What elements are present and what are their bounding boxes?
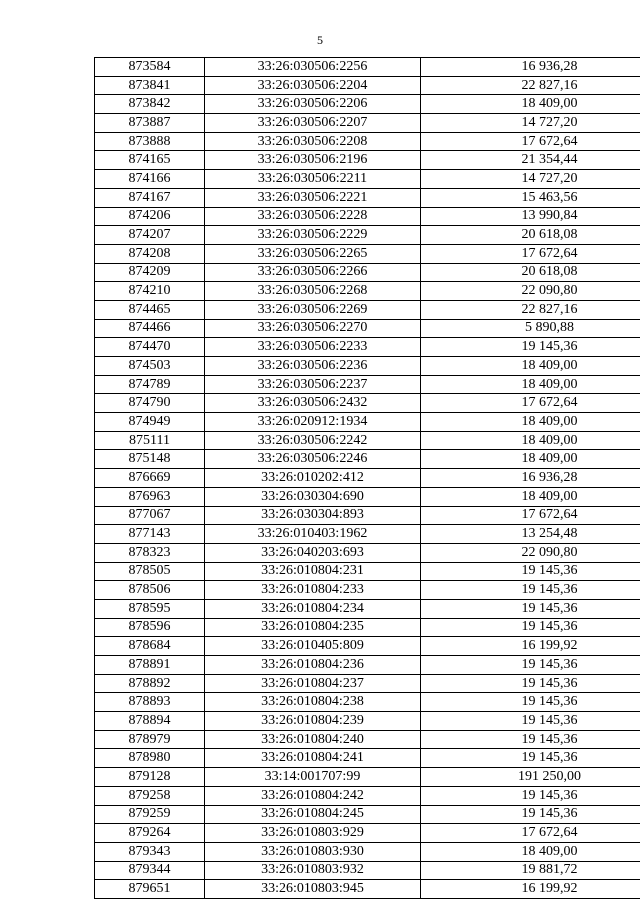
table-body <box>95 58 640 899</box>
cadastral-number-cell: 33:26:010804:233 <box>205 581 421 600</box>
table-row <box>95 543 640 562</box>
record-id-cell: 879258 <box>95 786 205 805</box>
record-id-cell: 874466 <box>95 319 205 338</box>
amount-cell: 22 090,80 <box>421 543 640 562</box>
cadastral-number-cell: 33:26:010804:237 <box>205 674 421 693</box>
amount-cell: 191 250,00 <box>421 768 640 787</box>
cadastral-number-cell: 33:26:030506:2266 <box>205 263 421 282</box>
amount-cell: 19 145,36 <box>421 693 640 712</box>
amount-cell: 18 409,00 <box>421 450 640 469</box>
cadastral-number-cell: 33:26:010804:238 <box>205 693 421 712</box>
table-row <box>95 300 640 319</box>
amount-cell: 13 254,48 <box>421 525 640 544</box>
cadastral-number-cell: 33:26:030506:2268 <box>205 282 421 301</box>
amount-cell: 19 145,36 <box>421 599 640 618</box>
cadastral-number-cell: 33:26:030506:2204 <box>205 76 421 95</box>
amount-cell: 19 145,36 <box>421 712 640 731</box>
record-id-cell: 878891 <box>95 656 205 675</box>
cadastral-number-cell: 33:26:010804:245 <box>205 805 421 824</box>
amount-cell: 5 890,88 <box>421 319 640 338</box>
cadastral-number-cell: 33:26:030506:2211 <box>205 170 421 189</box>
table-row <box>95 263 640 282</box>
cadastral-number-cell: 33:26:030506:2207 <box>205 114 421 133</box>
table-row <box>95 431 640 450</box>
table-row <box>95 151 640 170</box>
amount-cell: 19 145,36 <box>421 674 640 693</box>
table-row <box>95 469 640 488</box>
record-id-cell: 874209 <box>95 263 205 282</box>
amount-cell: 16 936,28 <box>421 58 640 77</box>
amount-cell: 21 354,44 <box>421 151 640 170</box>
record-id-cell: 879264 <box>95 824 205 843</box>
record-id-cell: 874206 <box>95 207 205 226</box>
amount-cell: 19 145,36 <box>421 338 640 357</box>
record-id-cell: 878506 <box>95 581 205 600</box>
table-row <box>95 188 640 207</box>
record-id-cell: 878323 <box>95 543 205 562</box>
record-id-cell: 873842 <box>95 95 205 114</box>
amount-cell: 22 827,16 <box>421 300 640 319</box>
record-id-cell: 874470 <box>95 338 205 357</box>
table-row <box>95 525 640 544</box>
table-row <box>95 637 640 656</box>
record-id-cell: 879259 <box>95 805 205 824</box>
amount-cell: 22 827,16 <box>421 76 640 95</box>
table-row <box>95 282 640 301</box>
record-id-cell: 877143 <box>95 525 205 544</box>
record-id-cell: 874167 <box>95 188 205 207</box>
amount-cell: 14 727,20 <box>421 114 640 133</box>
amount-cell: 17 672,64 <box>421 132 640 151</box>
amount-cell: 19 145,36 <box>421 581 640 600</box>
record-id-cell: 873584 <box>95 58 205 77</box>
record-id-cell: 874503 <box>95 357 205 376</box>
amount-cell: 18 409,00 <box>421 413 640 432</box>
table-row <box>95 805 640 824</box>
record-id-cell: 875111 <box>95 431 205 450</box>
cadastral-number-cell: 33:26:010804:231 <box>205 562 421 581</box>
cadastral-number-cell: 33:26:030506:2221 <box>205 188 421 207</box>
cadastral-number-cell: 33:26:030506:2236 <box>205 357 421 376</box>
cadastral-number-cell: 33:26:030506:2269 <box>205 300 421 319</box>
table-row <box>95 207 640 226</box>
record-id-cell: 874949 <box>95 413 205 432</box>
record-id-cell: 876963 <box>95 487 205 506</box>
table-row <box>95 618 640 637</box>
table-row <box>95 132 640 151</box>
table-row <box>95 76 640 95</box>
cadastral-number-cell: 33:26:030506:2233 <box>205 338 421 357</box>
table-row <box>95 394 640 413</box>
cadastral-number-cell: 33:26:010804:236 <box>205 656 421 675</box>
record-id-cell: 873888 <box>95 132 205 151</box>
amount-cell: 14 727,20 <box>421 170 640 189</box>
record-id-cell: 874465 <box>95 300 205 319</box>
table-row <box>95 338 640 357</box>
record-id-cell: 874166 <box>95 170 205 189</box>
amount-cell: 20 618,08 <box>421 263 640 282</box>
cadastral-number-cell: 33:26:010804:240 <box>205 730 421 749</box>
cadastral-number-cell: 33:26:010202:412 <box>205 469 421 488</box>
cadastral-number-cell: 33:26:030506:2229 <box>205 226 421 245</box>
cadastral-number-cell: 33:26:030304:690 <box>205 487 421 506</box>
cadastral-number-cell: 33:26:030304:893 <box>205 506 421 525</box>
cadastral-number-cell: 33:26:030506:2228 <box>205 207 421 226</box>
record-id-cell: 878893 <box>95 693 205 712</box>
table-row <box>95 114 640 133</box>
amount-cell: 15 463,56 <box>421 188 640 207</box>
cadastral-number-cell: 33:14:001707:99 <box>205 768 421 787</box>
amount-cell: 17 672,64 <box>421 506 640 525</box>
amount-cell: 16 199,92 <box>421 637 640 656</box>
amount-cell: 17 672,64 <box>421 824 640 843</box>
cadastral-number-cell: 33:26:010405:809 <box>205 637 421 656</box>
amount-cell: 17 672,64 <box>421 394 640 413</box>
cadastral-number-cell: 33:26:030506:2237 <box>205 375 421 394</box>
table-row <box>95 749 640 768</box>
table-row <box>95 861 640 880</box>
record-id-cell: 876669 <box>95 469 205 488</box>
table-row <box>95 824 640 843</box>
table-row <box>95 487 640 506</box>
record-id-cell: 875148 <box>95 450 205 469</box>
amount-cell: 16 936,28 <box>421 469 640 488</box>
amount-cell: 19 145,36 <box>421 786 640 805</box>
table-row <box>95 413 640 432</box>
cadastral-number-cell: 33:26:010804:235 <box>205 618 421 637</box>
record-id-cell: 878980 <box>95 749 205 768</box>
record-id-cell: 874207 <box>95 226 205 245</box>
amount-cell: 18 409,00 <box>421 357 640 376</box>
cadastral-number-cell: 33:26:010804:242 <box>205 786 421 805</box>
amount-cell: 19 145,36 <box>421 730 640 749</box>
cadastral-number-cell: 33:26:030506:2196 <box>205 151 421 170</box>
table-row <box>95 712 640 731</box>
cadastral-number-cell: 33:26:010803:932 <box>205 861 421 880</box>
table-row <box>95 786 640 805</box>
record-id-cell: 878894 <box>95 712 205 731</box>
registry-table <box>94 57 640 899</box>
table-row <box>95 693 640 712</box>
cadastral-number-cell: 33:26:030506:2208 <box>205 132 421 151</box>
page-number: 5 <box>317 33 323 47</box>
amount-cell: 19 145,36 <box>421 749 640 768</box>
record-id-cell: 878892 <box>95 674 205 693</box>
table-row <box>95 450 640 469</box>
cadastral-number-cell: 33:26:010804:239 <box>205 712 421 731</box>
amount-cell: 17 672,64 <box>421 244 640 263</box>
record-id-cell: 877067 <box>95 506 205 525</box>
table-row <box>95 674 640 693</box>
record-id-cell: 874208 <box>95 244 205 263</box>
amount-cell: 22 090,80 <box>421 282 640 301</box>
table-row <box>95 226 640 245</box>
cadastral-number-cell: 33:26:030506:2432 <box>205 394 421 413</box>
table-row <box>95 375 640 394</box>
amount-cell: 13 990,84 <box>421 207 640 226</box>
table-row <box>95 730 640 749</box>
amount-cell: 18 409,00 <box>421 95 640 114</box>
table-row <box>95 599 640 618</box>
table-row <box>95 656 640 675</box>
amount-cell: 20 618,08 <box>421 226 640 245</box>
table-row <box>95 562 640 581</box>
cadastral-number-cell: 33:26:010804:234 <box>205 599 421 618</box>
record-id-cell: 874165 <box>95 151 205 170</box>
cadastral-number-cell: 33:26:010803:929 <box>205 824 421 843</box>
record-id-cell: 879343 <box>95 842 205 861</box>
record-id-cell: 873887 <box>95 114 205 133</box>
table-row <box>95 170 640 189</box>
table-row <box>95 58 640 77</box>
amount-cell: 18 409,00 <box>421 375 640 394</box>
cadastral-number-cell: 33:26:030506:2256 <box>205 58 421 77</box>
cadastral-number-cell: 33:26:040203:693 <box>205 543 421 562</box>
record-id-cell: 874210 <box>95 282 205 301</box>
table-row <box>95 95 640 114</box>
table-row <box>95 506 640 525</box>
table-row <box>95 357 640 376</box>
cadastral-number-cell: 33:26:020912:1934 <box>205 413 421 432</box>
cadastral-number-cell: 33:26:030506:2246 <box>205 450 421 469</box>
amount-cell: 19 145,36 <box>421 618 640 637</box>
table-row <box>95 880 640 899</box>
table-row <box>95 842 640 861</box>
cadastral-number-cell: 33:26:030506:2242 <box>205 431 421 450</box>
amount-cell: 18 409,00 <box>421 487 640 506</box>
record-id-cell: 878595 <box>95 599 205 618</box>
record-id-cell: 879128 <box>95 768 205 787</box>
amount-cell: 19 145,36 <box>421 562 640 581</box>
cadastral-number-cell: 33:26:010803:930 <box>205 842 421 861</box>
amount-cell: 18 409,00 <box>421 431 640 450</box>
record-id-cell: 874790 <box>95 394 205 413</box>
cadastral-number-cell: 33:26:010403:1962 <box>205 525 421 544</box>
record-id-cell: 878979 <box>95 730 205 749</box>
table-row <box>95 244 640 263</box>
cadastral-number-cell: 33:26:030506:2206 <box>205 95 421 114</box>
amount-cell: 16 199,92 <box>421 880 640 899</box>
amount-cell: 19 881,72 <box>421 861 640 880</box>
record-id-cell: 879344 <box>95 861 205 880</box>
cadastral-number-cell: 33:26:010803:945 <box>205 880 421 899</box>
cadastral-number-cell: 33:26:030506:2270 <box>205 319 421 338</box>
table-row <box>95 319 640 338</box>
record-id-cell: 878684 <box>95 637 205 656</box>
table-row <box>95 581 640 600</box>
record-id-cell: 873841 <box>95 76 205 95</box>
cadastral-number-cell: 33:26:010804:241 <box>205 749 421 768</box>
amount-cell: 19 145,36 <box>421 656 640 675</box>
cadastral-number-cell: 33:26:030506:2265 <box>205 244 421 263</box>
record-id-cell: 878505 <box>95 562 205 581</box>
record-id-cell: 878596 <box>95 618 205 637</box>
amount-cell: 19 145,36 <box>421 805 640 824</box>
amount-cell: 18 409,00 <box>421 842 640 861</box>
record-id-cell: 874789 <box>95 375 205 394</box>
table-row <box>95 768 640 787</box>
record-id-cell: 879651 <box>95 880 205 899</box>
